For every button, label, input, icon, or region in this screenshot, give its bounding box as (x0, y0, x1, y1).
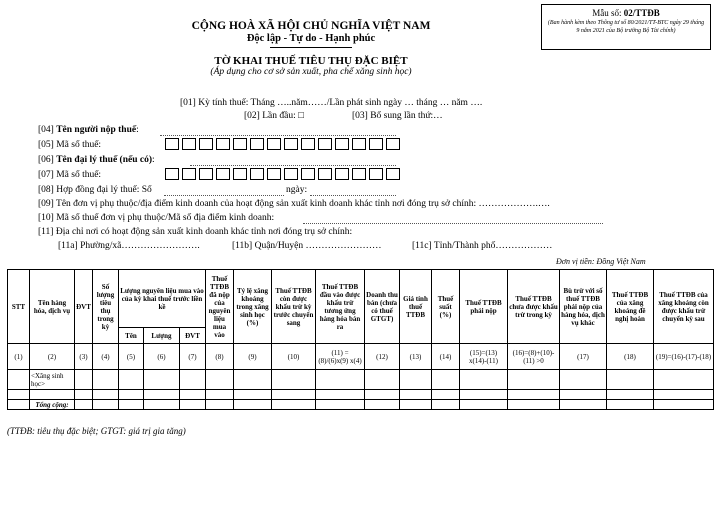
table-row[interactable] (8, 370, 714, 390)
field-11a-ward[interactable]: [11a] Phường/xã……………………. (58, 241, 200, 251)
field-08-date-line[interactable] (310, 195, 396, 196)
col-carry-forward: Thuế TTĐB của xăng khoáng còn được khấu trừ chuyển kỳ sau (654, 270, 714, 344)
table-row[interactable] (8, 390, 714, 400)
col-material-unit: ĐVT (180, 328, 206, 344)
col-number: (12) (365, 344, 400, 370)
col-number: (3) (75, 344, 93, 370)
total-row (8, 400, 714, 410)
declaration-table (7, 269, 714, 410)
field-03-supplement[interactable]: [03] Bổ sung lần thứ:… (352, 111, 443, 121)
field-11b-district[interactable]: [11b] Quận/Huyện …………………… (232, 241, 382, 251)
col-number: (18) (607, 344, 654, 370)
footnote: (TTĐB: tiêu thụ đặc biệt; GTGT: giá trị gia tăng) (7, 426, 186, 436)
col-unit: ĐVT (75, 270, 93, 344)
col-tax-rate: Thuế suất (%) (432, 270, 460, 344)
tax-code-boxes[interactable] (165, 138, 405, 152)
form-number-box (541, 4, 711, 50)
column-number-row (8, 344, 714, 370)
agent-tax-code-boxes[interactable] (165, 168, 405, 182)
form-note: (Ban hành kèm theo Thông tư số 80/2021/TT-BTC ngày 29 tháng 9 năm 2021 của Bộ trưởng Bộ Tài chính) (547, 20, 705, 34)
checkbox-icon[interactable]: □ (298, 111, 304, 121)
currency-unit: Đơn vị tiền: Đồng Việt Nam (556, 257, 646, 266)
col-number: (17) (560, 344, 607, 370)
col-not-deducted: Thuế TTĐB chưa được khấu trừ trong kỳ (508, 270, 560, 344)
motto-underline (270, 47, 352, 48)
col-input-deduction: Thuế TTĐB đầu vào được khấu trừ tương ứng hàng hóa bán ra (316, 270, 365, 344)
col-number: (13) (400, 344, 432, 370)
goods-name-cell[interactable]: <Xăng sinh học> (30, 370, 75, 390)
col-number: (15)=(13) x(14)-(11) (460, 344, 508, 370)
col-stt: STT (8, 270, 30, 344)
col-number: (11) = (8)/(6)x(9) x(4) (316, 344, 365, 370)
field-08-date: ngày: (286, 185, 308, 195)
field-07-agent-tax-code: [07] Mã số thuế: (38, 170, 102, 180)
table-header-row (8, 270, 714, 328)
field-01-tax-period[interactable]: [01] Kỳ tính thuế: Tháng …..năm……/Lần phát sinh ngày … tháng … năm …. (180, 98, 483, 108)
col-carried-deduction: Thuế TTĐB còn được khấu trừ kỳ trước chuyển sang (272, 270, 316, 344)
col-number: (16)=(8)+(10)-(11) >0 (508, 344, 560, 370)
col-number: (1) (8, 344, 30, 370)
col-number: (19)=(16)-(17)-(18) (654, 344, 714, 370)
col-number: (5) (119, 344, 144, 370)
field-04-taxpayer-name: [04] Tên người nộp thuế: (38, 125, 139, 135)
col-material-qty: Lượng (144, 328, 180, 344)
col-number: (6) (144, 344, 180, 370)
col-material-group: Lượng nguyên liệu mua vào của kỳ khai thuế trước liền kề (119, 270, 206, 328)
col-quantity: Số lượng tiêu thụ trong kỳ (93, 270, 119, 344)
field-10-input-line[interactable] (303, 223, 603, 224)
col-revenue: Doanh thu bán (chưa có thuế GTGT) (365, 270, 400, 344)
col-number: (9) (234, 344, 272, 370)
motto: Độc lập - Tự do - Hạnh phúc (246, 33, 376, 44)
nation-heading: CỘNG HOÀ XÃ HỘI CHỦ NGHĨA VIỆT NAM (191, 20, 431, 32)
form-subtitle: (Áp dụng cho cơ sở sản xuất, pha chế xăng sinh học) (210, 67, 412, 77)
field-09-dependent-unit[interactable]: [09] Tên đơn vị phụ thuộc/địa điểm kinh doanh của hoạt động sản xuất kinh doanh khác tỉnh nơi đóng trụ sở chính: ……………….…. (38, 199, 550, 209)
col-number: (8) (206, 344, 234, 370)
col-refund: Thuế TTĐB của xăng khoáng đề nghị hoàn (607, 270, 654, 344)
field-06-input-line[interactable] (190, 165, 396, 166)
field-10-dependent-tax-code: [10] Mã số thuế đơn vị phụ thuộc/Mã số địa điểm kinh doanh: (38, 213, 275, 223)
form-number: Mẫu số: 02/TTĐB (592, 8, 660, 18)
form-title: TỜ KHAI THUẾ TIÊU THỤ ĐẶC BIỆT (214, 55, 408, 67)
field-11-address: [11] Địa chỉ nơi có hoạt động sản xuất kinh doanh khác tỉnh nơi đóng trụ sở chính: (38, 227, 353, 237)
col-material-tax: Thuế TTĐB đã nộp của nguyên liệu mua vào (206, 270, 234, 344)
col-number: (14) (432, 344, 460, 370)
field-04-input-line[interactable] (160, 135, 396, 136)
field-05-tax-code: [05] Mã số thuế: (38, 140, 102, 150)
col-tax-payable: Thuế TTĐB phải nộp (460, 270, 508, 344)
field-02-first-time[interactable]: [02] Lần đầu: □ (244, 111, 304, 121)
field-08-number-line[interactable] (164, 195, 284, 196)
col-number: (7) (180, 344, 206, 370)
field-06-tax-agent: [06] Tên đại lý thuế (nếu có): (38, 155, 155, 165)
col-number: (2) (30, 344, 75, 370)
col-offset: Bù trừ với số thuế TTĐB phải nộp của hàng hóa, dịch vụ khác (560, 270, 607, 344)
total-label: Tổng cộng: (30, 400, 75, 410)
col-number: (10) (272, 344, 316, 370)
col-mineral-ratio: Tỷ lệ xăng khoáng trong xăng sinh học (%) (234, 270, 272, 344)
field-11c-province[interactable]: [11c] Tỉnh/Thành phố……………… (412, 241, 553, 251)
col-taxable-price: Giá tính thuế TTĐB (400, 270, 432, 344)
col-number: (4) (93, 344, 119, 370)
field-08-agent-contract: [08] Hợp đồng đại lý thuế: Số (38, 185, 152, 195)
col-material-name: Tên (119, 328, 144, 344)
col-goods-name: Tên hàng hóa, dịch vụ (30, 270, 75, 344)
